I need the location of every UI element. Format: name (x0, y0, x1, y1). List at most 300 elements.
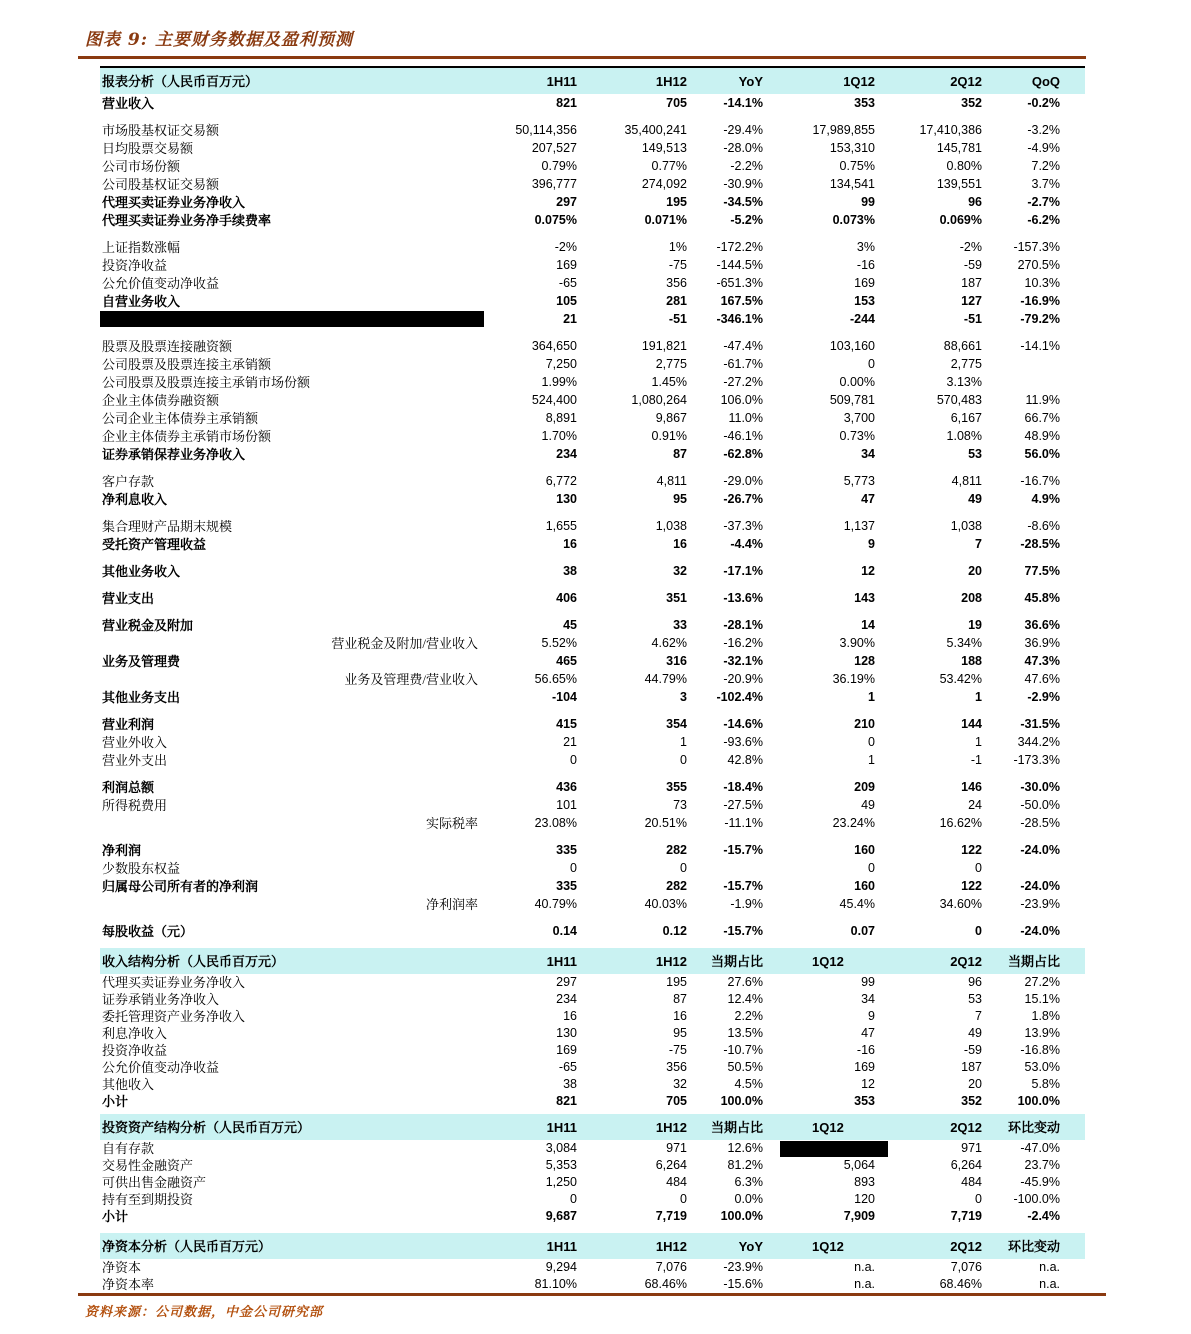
row-label: 证券承销保荐业务净收入 (102, 446, 246, 462)
row-spacer (100, 553, 1085, 562)
cell-value: 153,310 (829, 140, 875, 155)
cell-value: 20 (968, 563, 982, 578)
cell-value: 353 (854, 95, 875, 110)
cell-value: 208 (961, 590, 982, 605)
cell-value: 0.12 (662, 923, 687, 938)
table-row (100, 814, 1085, 832)
cell-value: 12 (861, 563, 875, 578)
cell-value: 127 (961, 293, 982, 308)
cell-value: 971 (961, 1141, 982, 1156)
cell-value: 9 (868, 536, 875, 551)
cell-value: 20 (968, 1077, 982, 1092)
cell-value: 100.0% (1017, 1094, 1060, 1109)
cell-value: 5.34% (946, 635, 982, 650)
column-header: YoY (738, 1238, 763, 1254)
cell-value: 1,038 (950, 518, 982, 533)
cell-value: 2,775 (950, 356, 982, 371)
cell-value: 188 (961, 653, 982, 668)
cell-value: 281 (666, 293, 687, 308)
table-row (100, 1008, 1085, 1025)
table-row (100, 238, 1085, 256)
table-row (100, 391, 1085, 409)
cell-value: -2% (554, 239, 577, 254)
row-label: 代理买卖证券业务净收入 (102, 975, 246, 990)
cell-value: 0 (868, 860, 875, 875)
cell-value: 47.6% (1024, 671, 1060, 686)
cell-value: 149,513 (641, 140, 687, 155)
cell-value: -27.5% (723, 797, 763, 812)
row-label: 自有存款 (102, 1141, 155, 1156)
cell-value: 24 (968, 797, 982, 812)
cell-value: -26.7% (723, 491, 763, 506)
cell-value: -30.9% (723, 176, 763, 191)
cell-value: 0 (570, 1192, 577, 1207)
cell-value: 103,160 (829, 338, 875, 353)
row-label: 委托管理资产业务净收入 (102, 1009, 246, 1024)
row-label: 业务及管理费/营业收入 (344, 671, 478, 687)
cell-value: 56.65% (534, 671, 577, 686)
row-spacer (100, 769, 1085, 778)
column-header: 当期占比 (710, 953, 763, 969)
cell-value: 160 (854, 842, 875, 857)
cell-value: 7,250 (545, 356, 577, 371)
cell-value: 1 (975, 689, 982, 704)
table-row (100, 409, 1085, 427)
cell-value: 56.0% (1024, 446, 1060, 461)
cell-value: 34.60% (939, 896, 982, 911)
row-label: 营业收入 (102, 95, 155, 111)
cell-value: 0.075% (534, 212, 577, 227)
cell-value: 3% (856, 239, 875, 254)
cell-value: 0.73% (839, 428, 875, 443)
cell-value: -2.2% (730, 158, 763, 173)
table-row (100, 670, 1085, 688)
cell-value: 0.75% (839, 158, 875, 173)
cell-value: 0.79% (541, 158, 577, 173)
cell-value: -59 (963, 1043, 982, 1058)
cell-value: 396,777 (531, 176, 577, 191)
cell-value: 33 (673, 617, 687, 632)
cell-value: 50.5% (727, 1060, 763, 1075)
column-header: 2Q12 (950, 1238, 982, 1254)
cell-value: 42.8% (727, 752, 763, 767)
cell-value: -47.4% (723, 338, 763, 353)
cell-value: 38 (563, 1077, 577, 1092)
cell-value: 4.62% (651, 635, 687, 650)
cell-value: 99 (861, 194, 875, 209)
column-header: YoY (738, 73, 763, 89)
cell-value: 99 (861, 975, 875, 990)
cell-value: 335 (556, 842, 577, 857)
cell-value: 7,719 (950, 1209, 982, 1224)
cell-value: 5,773 (843, 473, 875, 488)
cell-value: 8,891 (545, 410, 577, 425)
row-label: 小计 (102, 1094, 129, 1109)
cell-value: 23.7% (1024, 1158, 1060, 1173)
cell-value: 7,719 (655, 1209, 687, 1224)
table-row (100, 472, 1085, 490)
cell-value: 356 (666, 275, 687, 290)
cell-value: 509,781 (829, 392, 875, 407)
row-label: 净资本率 (102, 1277, 155, 1292)
table-row (100, 895, 1085, 913)
cell-value: 7,909 (843, 1209, 875, 1224)
cell-value: 47 (861, 491, 875, 506)
table-section (100, 948, 1085, 1110)
cell-value: 95 (673, 1026, 687, 1041)
row-label: 可供出售金融资产 (102, 1175, 207, 1190)
cell-value: 355 (666, 779, 687, 794)
cell-value: 0 (868, 356, 875, 371)
row-label: 净资本 (102, 1260, 142, 1275)
cell-value: -24.0% (1020, 842, 1060, 857)
cell-value: -100.0% (1013, 1192, 1060, 1207)
row-label: 利息净收入 (102, 1026, 168, 1041)
cell-value: -18.4% (723, 779, 763, 794)
cell-value: 436 (556, 779, 577, 794)
table-row (100, 1093, 1085, 1110)
cell-value: -27.2% (723, 374, 763, 389)
cell-value: 68.46% (644, 1277, 687, 1292)
cell-value: -651.3% (716, 275, 763, 290)
cell-value: -15.7% (723, 923, 763, 938)
row-label: 市场股基权证交易额 (102, 122, 220, 138)
cell-value: -46.1% (723, 428, 763, 443)
cell-value: -51 (668, 311, 687, 326)
cell-value: 160 (854, 878, 875, 893)
column-header: 当期占比 (1007, 953, 1060, 969)
cell-value: 1.70% (541, 428, 577, 443)
column-header: 1H11 (546, 1119, 577, 1135)
cell-value: -16.7% (1020, 473, 1060, 488)
table-row (100, 1174, 1085, 1191)
section-header-label: 收入结构分析（人民币百万元） (102, 953, 285, 969)
table-row (100, 373, 1085, 391)
cell-value: 0.0% (734, 1192, 763, 1207)
row-label: 日均股票交易额 (102, 140, 194, 156)
cell-value: 10.3% (1024, 275, 1060, 290)
cell-value: 23.08% (534, 815, 577, 830)
cell-value: -16 (856, 257, 875, 272)
cell-value: -14.1% (723, 95, 763, 110)
cell-value: 465 (556, 653, 577, 668)
row-label: 公允价值变动净收益 (102, 275, 220, 291)
cell-value: 11.0% (728, 410, 763, 425)
column-header: 1H11 (546, 1238, 577, 1254)
cell-value: 16 (673, 1009, 687, 1024)
title-rule (78, 56, 1086, 59)
cell-value: -8.6% (1027, 518, 1060, 533)
cell-value: 9,687 (545, 1209, 577, 1224)
cell-value: 13.5% (727, 1026, 763, 1041)
cell-value: 96 (968, 194, 982, 209)
row-spacer (100, 229, 1085, 238)
cell-value: n.a. (854, 1260, 875, 1275)
cell-value: 105 (556, 293, 577, 308)
table-row (100, 1059, 1085, 1076)
cell-value: 53.42% (939, 671, 982, 686)
cell-value: 32 (673, 563, 687, 578)
cell-value: 1,250 (545, 1175, 577, 1190)
table-row (100, 310, 1085, 328)
row-label: 企业主体债券融资额 (102, 392, 220, 408)
cell-value: -30.0% (1020, 779, 1060, 794)
row-label: 业务及管理费 (102, 653, 181, 669)
cell-value: 2.2% (734, 1009, 763, 1024)
row-label: 投资净收益 (102, 1043, 168, 1058)
cell-value: -17.1% (723, 563, 763, 578)
section-header-row (100, 1233, 1085, 1259)
cell-value: 87 (673, 446, 687, 461)
row-spacer (100, 112, 1085, 121)
cell-value: -28.1% (723, 617, 763, 632)
column-header: 1H12 (655, 953, 687, 969)
column-header: 环比变动 (1007, 1238, 1060, 1254)
cell-value: -75 (668, 1043, 687, 1058)
table-row (100, 193, 1085, 211)
row-label: 公允价值变动净收益 (102, 1060, 220, 1075)
cell-value: n.a. (1039, 1260, 1060, 1275)
cell-value: 36.9% (1024, 635, 1060, 650)
row-label: 每股收益（元） (102, 923, 194, 939)
column-header: 2Q12 (950, 73, 982, 89)
cell-value: 0 (680, 1192, 687, 1207)
row-spacer (100, 328, 1085, 337)
row-label: 其他业务支出 (102, 689, 181, 705)
cell-value: n.a. (1039, 1277, 1060, 1292)
cell-value: 12.4% (727, 992, 763, 1007)
cell-value: 234 (556, 446, 577, 461)
cell-value: -28.5% (1020, 815, 1060, 830)
cell-value: -16.9% (1020, 293, 1060, 308)
cell-value: 1 (868, 689, 875, 704)
row-label: 企业主体债券主承销市场份额 (102, 428, 272, 444)
cell-value: 47.3% (1024, 653, 1060, 668)
cell-value: 352 (961, 95, 982, 110)
cell-value: 53 (968, 992, 982, 1007)
redaction-bar (780, 1141, 888, 1157)
cell-value: 145,781 (936, 140, 982, 155)
cell-value: -0.2% (1027, 95, 1060, 110)
cell-value: -34.5% (723, 194, 763, 209)
cell-value: 4.9% (1031, 491, 1060, 506)
row-label: 其他收入 (102, 1077, 155, 1092)
cell-value: 9,294 (545, 1260, 577, 1275)
cell-value: 187 (961, 275, 982, 290)
cell-value: -6.2% (1027, 212, 1060, 227)
table-row (100, 974, 1085, 991)
cell-value: 23.24% (832, 815, 875, 830)
column-header: 1H12 (655, 1119, 687, 1135)
table-row (100, 1157, 1085, 1174)
cell-value: 130 (556, 491, 577, 506)
table-row (100, 652, 1085, 670)
row-spacer (100, 607, 1085, 616)
row-label: 营业外支出 (102, 752, 168, 768)
row-label: 所得税费用 (102, 797, 168, 813)
table-row (100, 175, 1085, 193)
cell-value: -24.0% (1020, 878, 1060, 893)
cell-value: 169 (854, 275, 875, 290)
cell-value: 122 (961, 842, 982, 857)
row-label: 营业税金及附加 (102, 617, 194, 633)
row-spacer (100, 508, 1085, 517)
cell-value: 195 (666, 194, 687, 209)
cell-value: 3 (680, 689, 687, 704)
cell-value: 20.51% (644, 815, 687, 830)
cell-value: 40.03% (644, 896, 687, 911)
cell-value: -16.8% (1020, 1043, 1060, 1058)
section-header-row (100, 948, 1085, 974)
column-header: 1Q12 (812, 1238, 844, 1254)
column-header: 1Q12 (812, 953, 844, 969)
cell-value: 17,410,386 (919, 122, 982, 137)
cell-value: 5,064 (843, 1158, 875, 1173)
cell-value: 45.4% (839, 896, 875, 911)
cell-value: 12.6% (727, 1141, 763, 1156)
cell-value: -50.0% (1020, 797, 1060, 812)
cell-value: 352 (961, 1094, 982, 1109)
cell-value: -51 (963, 311, 982, 326)
cell-value: 0 (570, 860, 577, 875)
cell-value: 893 (854, 1175, 875, 1190)
row-label: 客户存款 (102, 473, 155, 489)
cell-value: 353 (854, 1094, 875, 1109)
column-header: 1H12 (655, 1238, 687, 1254)
cell-value: 5.52% (541, 635, 577, 650)
table-row (100, 877, 1085, 895)
cell-value: 66.7% (1024, 410, 1060, 425)
table-row (100, 121, 1085, 139)
cell-value: 316 (666, 653, 687, 668)
row-spacer (100, 706, 1085, 715)
cell-value: 45 (563, 617, 577, 632)
table-row (100, 859, 1085, 877)
cell-value: 4.5% (734, 1077, 763, 1092)
row-label: 集合理财产品期末规模 (102, 518, 233, 534)
cell-value: 169 (556, 1043, 577, 1058)
cell-value: 53 (968, 446, 982, 461)
cell-value: 1.08% (946, 428, 982, 443)
cell-value: 144 (961, 716, 982, 731)
cell-value: 27.6% (727, 975, 763, 990)
cell-value: 344.2% (1017, 734, 1060, 749)
row-spacer (100, 580, 1085, 589)
column-header: 环比变动 (1007, 1119, 1060, 1135)
cell-value: 14 (861, 617, 875, 632)
cell-value: 6,772 (545, 473, 577, 488)
cell-value: -28.0% (723, 140, 763, 155)
cell-value: -31.5% (1020, 716, 1060, 731)
cell-value: 3.7% (1031, 176, 1060, 191)
cell-value: 6,264 (655, 1158, 687, 1173)
cell-value: 5,353 (545, 1158, 577, 1173)
row-label: 利润总额 (102, 779, 155, 795)
cell-value: 6.3% (734, 1175, 763, 1190)
cell-value: 49 (968, 491, 982, 506)
cell-value: 524,400 (531, 392, 577, 407)
cell-value: 0.91% (651, 428, 687, 443)
cell-value: 1.45% (651, 374, 687, 389)
row-label: 投资净收益 (102, 257, 168, 273)
cell-value: 1.99% (541, 374, 577, 389)
table-row (100, 841, 1085, 859)
row-label: 受托资产管理收益 (102, 536, 207, 552)
footer-rule (78, 1293, 1106, 1296)
table-row (100, 1042, 1085, 1059)
table-row (100, 292, 1085, 310)
row-label: 公司股基权证交易额 (102, 176, 220, 192)
cell-value: 356 (666, 1060, 687, 1075)
table-row (100, 991, 1085, 1008)
cell-value: -1.9% (730, 896, 763, 911)
cell-value: 971 (666, 1141, 687, 1156)
cell-value: 49 (861, 797, 875, 812)
cell-value: 122 (961, 878, 982, 893)
cell-value: -11.1% (724, 815, 763, 830)
row-label: 营业税金及附加/营业收入 (331, 635, 478, 651)
cell-value: 15.1% (1024, 992, 1060, 1007)
cell-value: 13.9% (1024, 1026, 1060, 1041)
table-row (100, 139, 1085, 157)
cell-value: 38 (563, 563, 577, 578)
cell-value: -14.1% (1020, 338, 1060, 353)
cell-value: 87 (673, 992, 687, 1007)
cell-value: 34 (861, 446, 875, 461)
cell-value: 120 (854, 1192, 875, 1207)
cell-value: 484 (666, 1175, 687, 1190)
table-row (100, 616, 1085, 634)
table-row (100, 517, 1085, 535)
source-note: 资料来源：公司数据，中金公司研究部 (85, 1305, 324, 1320)
table-row (100, 688, 1085, 706)
cell-value: 274,092 (641, 176, 687, 191)
cell-value: -4.4% (730, 536, 763, 551)
row-label: 少数股东权益 (102, 860, 181, 876)
cell-value: 47 (861, 1026, 875, 1041)
cell-value: -37.3% (723, 518, 763, 533)
cell-value: 153 (854, 293, 875, 308)
cell-value: -5.2% (730, 212, 763, 227)
cell-value: -2.9% (1027, 689, 1060, 704)
cell-value: -244 (849, 311, 875, 326)
cell-value: -157.3% (1013, 239, 1060, 254)
row-label: 公司股票及股票连接主承销市场份额 (102, 374, 311, 390)
cell-value: -13.6% (723, 590, 763, 605)
cell-value: 570,483 (936, 392, 982, 407)
cell-value: 17,989,855 (812, 122, 875, 137)
cell-value: 0 (975, 1192, 982, 1207)
cell-value: -15.6% (723, 1277, 763, 1292)
cell-value: 27.2% (1024, 975, 1060, 990)
cell-value: 0.77% (651, 158, 687, 173)
row-label: 自营业务收入 (102, 293, 181, 309)
table-section (100, 66, 1085, 940)
cell-value (763, 1141, 875, 1157)
cell-value: -32.1% (723, 653, 763, 668)
cell-value: -47.0% (1020, 1141, 1060, 1156)
cell-value: 415 (556, 716, 577, 731)
cell-value: 3,700 (843, 410, 875, 425)
cell-value: 0 (570, 752, 577, 767)
cell-value: 16 (563, 536, 577, 551)
cell-value: 3.90% (839, 635, 875, 650)
row-label: 净利润 (102, 842, 142, 858)
table-row (100, 274, 1085, 292)
cell-value: 0.14 (552, 923, 577, 938)
cell-value: -172.2% (716, 239, 763, 254)
cell-value: 0.069% (939, 212, 982, 227)
